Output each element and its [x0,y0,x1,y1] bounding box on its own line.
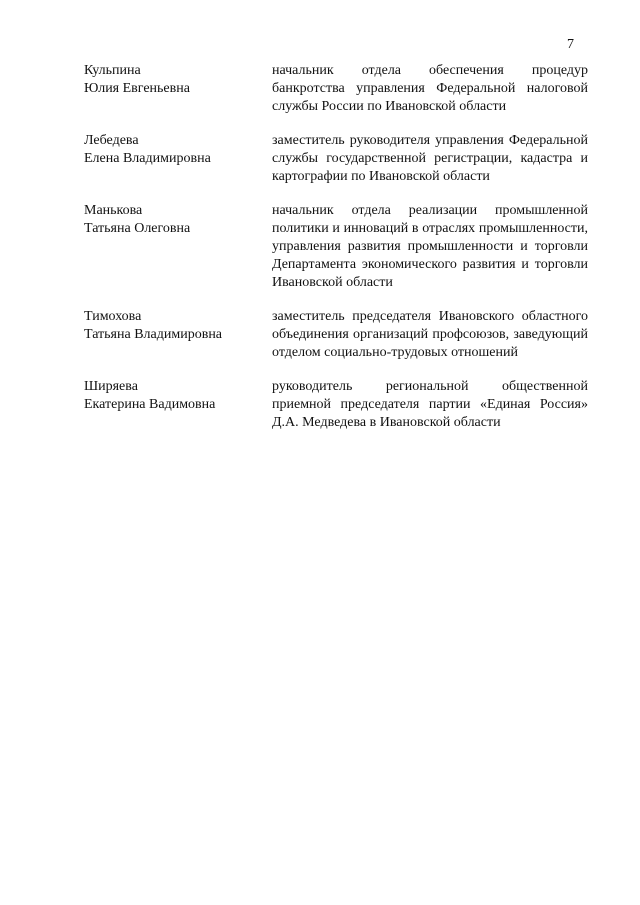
list-item [84,202,588,292]
person-name [84,308,272,362]
person-position: начальник отдела реализации промышленной политики и инноваций в отраслях промышленности, управления развития промышленности и торговли Департамента экономического развития и торговли Ивановской области [272,203,588,290]
person-name [84,378,272,432]
person-given-names: Елена Владимировна [84,151,211,166]
page-number: 7 [567,37,574,52]
person-position: заместитель руководителя управления Федеральной службы государственной регистрации, кадастра и картографии по Ивановской области [272,133,588,184]
person-given-names: Екатерина Вадимовна [84,397,216,412]
person-surname: Тимохова [84,309,142,324]
person-given-names: Юлия Евгеньевна [84,81,190,96]
person-name [84,202,272,292]
person-surname: Лебедева [84,133,139,148]
person-position: заместитель председателя Ивановского областного объединения организаций профсоюзов, заведующий отделом социально-трудовых отношений [272,309,588,360]
list-item [84,308,588,362]
person-surname: Кульпина [84,63,141,78]
list-item [84,62,588,116]
person-name [84,62,272,116]
person-position: начальник отдела обеспечения процедур банкротства управления Федеральной налоговой службы России по Ивановской области [272,63,588,114]
list-item [84,378,588,432]
person-name [84,132,272,186]
person-given-names: Татьяна Олеговна [84,221,191,236]
person-position: руководитель региональной общественной приемной председателя партии «Единая Россия» Д.А. Медведева в Ивановской области [272,379,588,430]
person-surname: Манькова [84,203,143,218]
list-item [84,132,588,186]
members-list [84,62,588,448]
person-given-names: Татьяна Владимировна [84,327,223,342]
person-surname: Ширяева [84,379,138,394]
